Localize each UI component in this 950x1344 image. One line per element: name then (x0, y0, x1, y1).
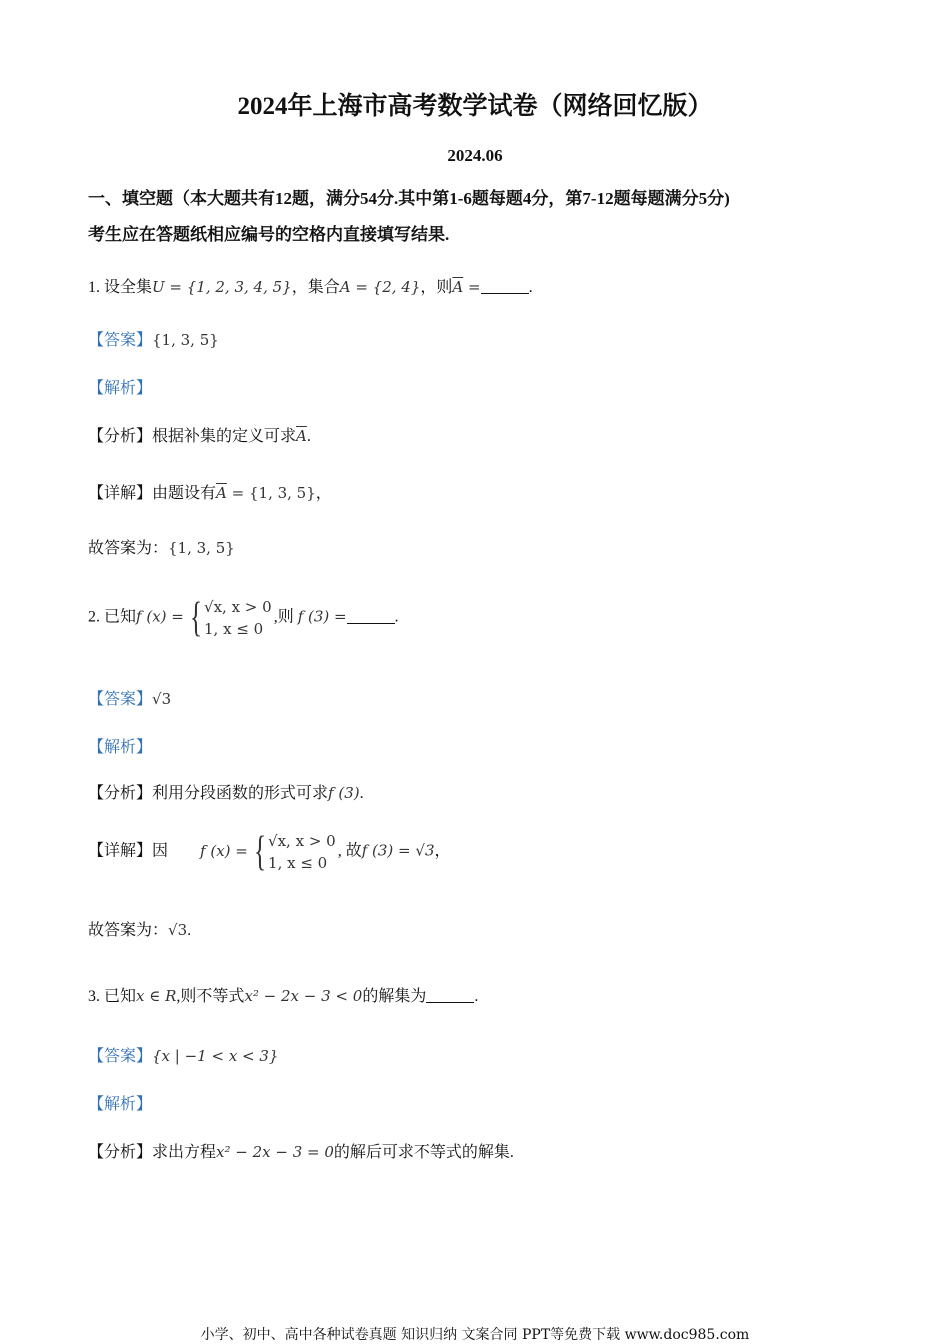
question-1: 1. 设全集U = {1, 2, 3, 4, 5}，集合A = {2, 4}，则$\overline{A}$ = . (88, 278, 533, 296)
q3-analysis: 【分析】求出方程x² − 2x − 3 = 0的解后可求不等式的解集. (88, 1143, 514, 1161)
q1-jiexi-tag: 【解析】 (88, 380, 153, 397)
answer-value: {1, 3, 5} (152, 331, 219, 349)
question-3: 3. 已知x ∈ R,则不等式x² − 2x − 3 < 0的解集为 . (88, 987, 479, 1005)
q1-detail: 【详解】由题设有$\overline{A} = \{1$, 3, 5}， (88, 484, 332, 502)
answer-blank (347, 609, 395, 624)
q3-answer: 【答案】{x | −1 < x < 3} (88, 1047, 279, 1065)
case-1: √x, x > 0 (204, 598, 272, 616)
page-footer: 小学、初中、高中各种试卷真题 知识归纳 文案合同 PPT等免费下载 www.doc985.com (200, 1327, 750, 1343)
q2-detail: 【详解】因 f (x) = { √x, x > 0 1, x ≤ 0 , 故f (3) = √3， (88, 829, 451, 875)
answer-tag: 【答案】 (88, 332, 153, 349)
complement-a: $\overline{A}$ (452, 278, 464, 296)
piecewise-brace: { √x, x > 0 1, x ≤ 0 (189, 595, 272, 641)
answer-blank (481, 279, 529, 294)
set-a: A = {2, 4} (339, 278, 421, 296)
q1-answer (88, 327, 219, 350)
q2-answer: 【答案】√3 (88, 690, 172, 708)
page-title: 2024年上海市高考数学试卷（网络回忆版） (237, 93, 713, 120)
q1-analysis: 【分析】根据补集的定义可求$\overline{A}$. (88, 427, 311, 445)
question-2: 2. 已知f (x) = { √x, x > 0 1, x ≤ 0 ,则 f (3) = . (88, 595, 399, 641)
q3-jiexi-tag: 【解析】 (88, 1096, 153, 1113)
exam-date: 2024.06 (447, 146, 503, 165)
universal-set: U = {1, 2, 3, 4, 5} (152, 278, 292, 296)
q2-analysis: 【分析】利用分段函数的形式可求f (3). (88, 784, 364, 802)
answer-blank (426, 988, 474, 1003)
q2-jiexi-tag: 【解析】 (88, 739, 153, 756)
case-2: 1, x ≤ 0 (204, 620, 264, 638)
q1-final: 故答案为：{1, 3, 5} (88, 539, 235, 557)
q2-final: 故答案为：√3. (88, 921, 192, 939)
section-heading: 一、填空题（本大题共有12题，满分54分.其中第1-6题每题4分，第7-12题每题满分5分) (88, 189, 730, 208)
section-instruction: 考生应在答题纸相应编号的空格内直接填写结果. (88, 225, 450, 244)
